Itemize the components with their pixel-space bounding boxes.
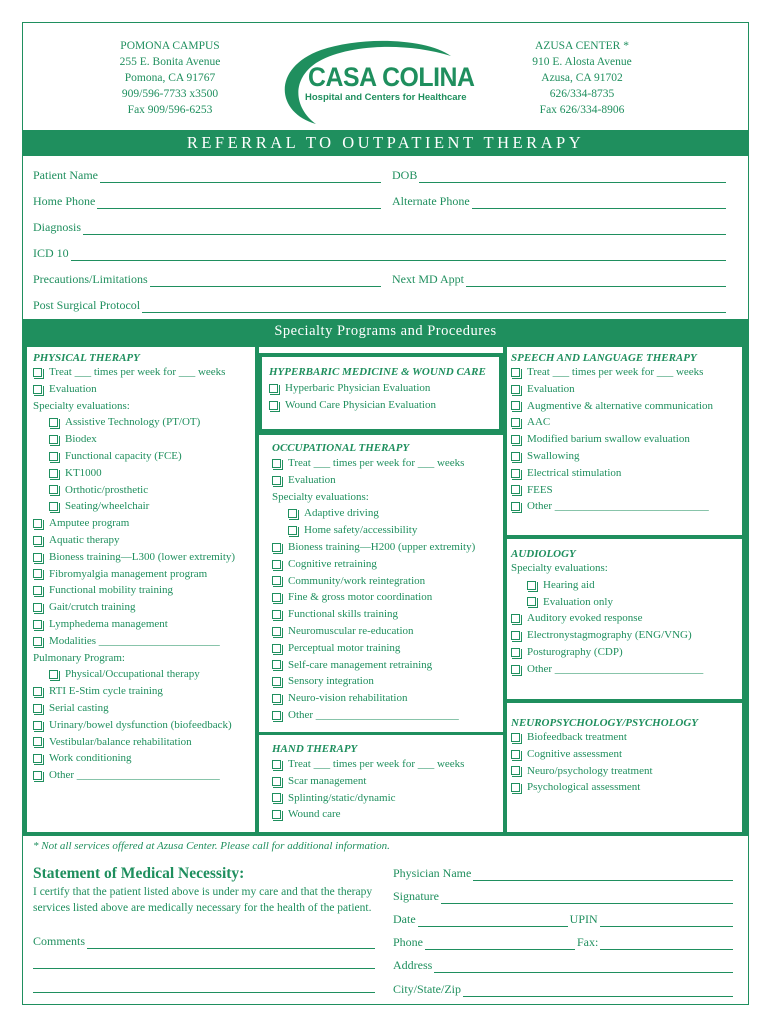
- checkbox-option[interactable]: [511, 661, 742, 678]
- option-group-label: [33, 650, 255, 667]
- checkbox-option[interactable]: [33, 582, 255, 599]
- checkbox-icon[interactable]: [511, 401, 520, 410]
- checkbox-option[interactable]: [33, 666, 255, 683]
- home-phone-field[interactable]: Home Phone: [33, 194, 381, 209]
- checkbox-option[interactable]: [511, 448, 742, 465]
- precautions-field[interactable]: Precautions/Limitations: [33, 272, 381, 287]
- checkbox-icon[interactable]: [269, 384, 278, 393]
- address-field[interactable]: Address: [393, 958, 733, 973]
- option-label: Swallowing: [527, 449, 580, 462]
- physical-therapy-title: PHYSICAL THERAPY: [33, 352, 140, 364]
- option-label: Other __________________________: [288, 708, 459, 721]
- checkbox-icon[interactable]: [272, 810, 281, 819]
- audiology-list: [511, 560, 742, 678]
- checkbox-option[interactable]: [33, 599, 255, 616]
- checkbox-icon[interactable]: [511, 750, 520, 759]
- option-label: AAC: [527, 416, 551, 429]
- option-label: Fine & gross motor coordination: [288, 591, 433, 604]
- option-label: Work conditioning: [49, 752, 132, 765]
- checkbox-option[interactable]: [511, 577, 742, 594]
- option-label: Neuro-vision rehabilitation: [288, 692, 408, 705]
- hyperbaric-list: [269, 380, 499, 414]
- option-label: Evaluation only: [543, 595, 613, 608]
- option-label: Functional mobility training: [49, 584, 174, 597]
- logo-subtitle: Hospital and Centers for Healthcare: [305, 92, 467, 103]
- neuropsychology-title: NEUROPSYCHOLOGY/PSYCHOLOGY: [511, 717, 698, 729]
- checkbox-option[interactable]: [33, 515, 255, 532]
- option-label: Bioness training—H200 (upper extremity): [288, 540, 476, 553]
- option-label: Other ____________________________: [527, 500, 709, 513]
- checkbox-option[interactable]: [269, 397, 499, 414]
- checkbox-option[interactable]: [272, 790, 502, 807]
- checkbox-icon[interactable]: [272, 476, 281, 485]
- neuropsychology-list: [511, 729, 742, 796]
- checkbox-icon[interactable]: [511, 614, 520, 623]
- checkbox-icon[interactable]: [272, 576, 281, 585]
- checkbox-icon[interactable]: [49, 502, 58, 511]
- option-label: Community/work reintegration: [288, 574, 426, 587]
- alternate-phone-field[interactable]: Alternate Phone: [392, 194, 726, 209]
- speech-language-title: SPEECH AND LANGUAGE THERAPY: [511, 352, 697, 364]
- checkbox-icon[interactable]: [511, 435, 520, 444]
- checkbox-option[interactable]: [511, 644, 742, 661]
- checkbox-option[interactable]: [272, 707, 502, 724]
- checkbox-option[interactable]: [272, 573, 502, 590]
- checkbox-option[interactable]: [33, 717, 255, 734]
- checkbox-icon[interactable]: [272, 644, 281, 653]
- neuropsychology-section: [507, 703, 742, 832]
- hyperbaric-section: [258, 353, 503, 433]
- checkbox-icon[interactable]: [49, 452, 58, 461]
- checkbox-icon[interactable]: [33, 754, 42, 763]
- checkbox-icon[interactable]: [527, 597, 536, 606]
- checkbox-icon[interactable]: [511, 783, 520, 792]
- checkbox-icon[interactable]: [511, 766, 520, 775]
- checkbox-option[interactable]: [511, 610, 742, 627]
- checkbox-icon[interactable]: [511, 631, 520, 640]
- option-label: Specialty evaluations:: [272, 490, 369, 503]
- checkbox-option[interactable]: [33, 532, 255, 549]
- statement-title: Statement of Medical Necessity:: [33, 865, 245, 882]
- checkbox-icon[interactable]: [272, 793, 281, 802]
- checkbox-option[interactable]: [33, 616, 255, 633]
- checkbox-option[interactable]: [33, 448, 255, 465]
- occupational-therapy-title: OCCUPATIONAL THERAPY: [272, 442, 410, 454]
- option-label: Home safety/accessibility: [304, 524, 418, 537]
- option-label: Bioness training—L300 (lower extremity): [49, 550, 236, 563]
- option-label: Functional skills training: [288, 608, 398, 621]
- option-group-label: [511, 560, 742, 577]
- checkbox-option[interactable]: [511, 729, 742, 746]
- divider: [259, 433, 503, 435]
- option-group-label: [33, 398, 255, 415]
- checkbox-option[interactable]: [511, 431, 742, 448]
- occupational-therapy-section: [262, 438, 502, 730]
- checkbox-option[interactable]: [272, 522, 502, 539]
- checkbox-icon[interactable]: [272, 760, 281, 769]
- option-label: FEES: [527, 483, 553, 496]
- checkbox-icon[interactable]: [33, 687, 42, 696]
- checkbox-icon[interactable]: [49, 435, 58, 444]
- option-label: Perceptual motor training: [288, 641, 401, 654]
- checkbox-option[interactable]: [33, 734, 255, 751]
- option-label: Treat ___ times per week for ___ weeks: [288, 457, 465, 469]
- checkbox-option[interactable]: [272, 589, 502, 606]
- hand-therapy-list: [272, 756, 502, 823]
- dob-field[interactable]: DOB: [392, 168, 726, 183]
- checkbox-icon[interactable]: [511, 485, 520, 494]
- checkbox-option[interactable]: [511, 364, 742, 381]
- option-label: Treat ___ times per week for ___ weeks: [527, 366, 704, 378]
- option-label: Specialty evaluations:: [33, 399, 130, 412]
- option-label: Electrical stimulation: [527, 466, 622, 479]
- diagnosis-field[interactable]: Diagnosis: [33, 220, 726, 235]
- checkbox-icon[interactable]: [272, 660, 281, 669]
- option-label: Fibromyalgia management program: [49, 567, 208, 580]
- checkbox-icon[interactable]: [33, 737, 42, 746]
- checkbox-icon[interactable]: [511, 502, 520, 511]
- hand-therapy-section: [262, 738, 502, 830]
- checkbox-icon[interactable]: [33, 569, 42, 578]
- divider: [259, 732, 503, 735]
- checkbox-icon[interactable]: [288, 526, 297, 535]
- checkbox-option[interactable]: [511, 627, 742, 644]
- hand-therapy-title: HAND THERAPY: [272, 743, 358, 755]
- checkbox-option[interactable]: [33, 700, 255, 717]
- checkbox-option[interactable]: [33, 549, 255, 566]
- option-label: Biodex: [65, 433, 97, 446]
- option-label: Orthotic/prosthetic: [65, 483, 149, 496]
- azusa-address: AZUSA CENTER * 910 E. Alosta Avenue Azusa, CA 91702 626/334-8735 Fax 626/334-8906: [532, 40, 632, 116]
- checkbox-icon[interactable]: [33, 637, 42, 646]
- option-label: Functional capacity (FCE): [65, 449, 182, 462]
- checkbox-option[interactable]: [33, 633, 255, 650]
- option-label: Serial casting: [49, 701, 109, 714]
- option-group-label: [272, 489, 502, 506]
- checkbox-icon[interactable]: [33, 721, 42, 730]
- checkbox-option[interactable]: [272, 773, 502, 790]
- checkbox-option[interactable]: [511, 779, 742, 796]
- signature-field[interactable]: Signature: [393, 889, 733, 904]
- option-label: Wound care: [288, 808, 341, 821]
- checkbox-option[interactable]: [33, 414, 255, 431]
- option-label: Physical/Occupational therapy: [65, 668, 200, 681]
- checkbox-icon[interactable]: [272, 711, 281, 720]
- option-label: Aquatic therapy: [49, 533, 120, 546]
- option-label: Other ___________________________: [527, 662, 704, 675]
- option-label: Seating/wheelchair: [65, 500, 150, 513]
- checkbox-icon[interactable]: [272, 459, 281, 468]
- checkbox-option[interactable]: [272, 673, 502, 690]
- checkbox-option[interactable]: [272, 606, 502, 623]
- checkbox-option[interactable]: [33, 750, 255, 767]
- checkbox-icon[interactable]: [33, 771, 42, 780]
- option-label: Scar management: [288, 774, 367, 787]
- checkbox-icon[interactable]: [49, 418, 58, 427]
- checkbox-icon[interactable]: [33, 586, 42, 595]
- checkbox-option[interactable]: [33, 364, 255, 381]
- checkbox-option[interactable]: [272, 640, 502, 657]
- option-label: RTI E-Stim cycle training: [49, 685, 163, 698]
- checkbox-icon[interactable]: [272, 777, 281, 786]
- icd10-field[interactable]: ICD 10: [33, 246, 726, 261]
- checkbox-icon[interactable]: [33, 368, 42, 377]
- checkbox-icon[interactable]: [511, 469, 520, 478]
- option-label: Assistive Technology (PT/OT): [65, 416, 201, 429]
- checkbox-option[interactable]: [33, 566, 255, 583]
- option-label: Biofeedback treatment: [527, 731, 627, 743]
- hyperbaric-title: HYPERBARIC MEDICINE & WOUND CARE: [269, 366, 486, 378]
- option-label: Splinting/static/dynamic: [288, 791, 396, 804]
- checkbox-icon[interactable]: [511, 733, 520, 742]
- checkbox-icon[interactable]: [49, 469, 58, 478]
- checkbox-option[interactable]: [511, 746, 742, 763]
- option-label: Neuromuscular re-education: [288, 624, 414, 637]
- option-label: Cognitive retraining: [288, 557, 377, 570]
- checkbox-icon[interactable]: [511, 368, 520, 377]
- checkbox-icon[interactable]: [288, 509, 297, 518]
- checkbox-option[interactable]: [511, 381, 742, 398]
- option-label: Evaluation: [527, 382, 575, 395]
- checkbox-option[interactable]: [33, 498, 255, 515]
- checkbox-option[interactable]: [272, 472, 502, 489]
- option-label: Evaluation: [49, 382, 97, 395]
- post-surgical-protocol-field[interactable]: Post Surgical Protocol: [33, 298, 726, 313]
- checkbox-option[interactable]: [272, 539, 502, 556]
- checkbox-icon[interactable]: [33, 536, 42, 545]
- speech-language-list: [511, 364, 742, 515]
- checkbox-option[interactable]: [511, 414, 742, 431]
- patient-name-field[interactable]: Patient Name: [33, 168, 381, 183]
- physical-therapy-list: [33, 364, 255, 784]
- checkbox-icon[interactable]: [272, 627, 281, 636]
- checkbox-icon[interactable]: [527, 581, 536, 590]
- option-label: Treat ___ times per week for ___ weeks: [49, 366, 226, 378]
- checkbox-icon[interactable]: [33, 519, 42, 528]
- checkbox-icon[interactable]: [272, 593, 281, 602]
- checkbox-option[interactable]: [511, 398, 742, 415]
- option-label: Posturography (CDP): [527, 645, 623, 658]
- option-label: Augmentive & alternative communication: [527, 399, 714, 412]
- checkbox-icon[interactable]: [272, 560, 281, 569]
- option-label: Electronystagmography (ENG/VNG): [527, 629, 692, 642]
- checkbox-option[interactable]: [272, 806, 502, 823]
- comments-line-2[interactable]: [33, 958, 375, 969]
- physical-therapy-section: [27, 347, 255, 832]
- checkbox-option[interactable]: [511, 465, 742, 482]
- speech-language-section: [507, 347, 742, 535]
- option-label: Modalities ______________________: [49, 634, 220, 647]
- option-label: Vestibular/balance rehabilitation: [49, 735, 192, 748]
- checkbox-icon[interactable]: [511, 665, 520, 674]
- checkbox-option[interactable]: [272, 505, 502, 522]
- option-label: Specialty evaluations:: [511, 562, 608, 574]
- checkbox-icon[interactable]: [272, 610, 281, 619]
- logo-name: CASA COLINA: [308, 62, 475, 92]
- option-label: Treat ___ times per week for ___ weeks: [288, 758, 465, 770]
- checkbox-option[interactable]: [511, 763, 742, 780]
- comments-line-3[interactable]: [33, 982, 375, 993]
- occupational-therapy-list: [272, 455, 502, 724]
- option-label: Modified barium swallow evaluation: [527, 433, 690, 446]
- option-label: KT1000: [65, 466, 102, 479]
- checkbox-option[interactable]: [272, 623, 502, 640]
- city-state-zip-field[interactable]: City/State/Zip: [393, 982, 733, 997]
- option-label: Amputee program: [49, 517, 130, 530]
- checkbox-option[interactable]: [33, 767, 255, 784]
- option-label: Urinary/bowel dysfunction (biofeedback): [49, 718, 232, 731]
- checkbox-icon[interactable]: [511, 648, 520, 657]
- checkbox-icon[interactable]: [511, 385, 520, 394]
- checkbox-icon[interactable]: [33, 620, 42, 629]
- comments-field[interactable]: Comments: [33, 934, 375, 949]
- form-title: REFERRAL TO OUTPATIENT THERAPY: [22, 130, 749, 156]
- checkbox-icon[interactable]: [511, 418, 520, 427]
- option-label: Psychological assessment: [527, 781, 641, 794]
- option-label: Sensory integration: [288, 675, 374, 688]
- option-label: Lymphedema management: [49, 617, 168, 630]
- checkbox-icon[interactable]: [33, 553, 42, 562]
- option-label: Neuro/psychology treatment: [527, 764, 653, 777]
- next-md-appt-field[interactable]: Next MD Appt: [392, 272, 726, 287]
- option-label: Hearing aid: [543, 578, 595, 591]
- option-label: Other __________________________: [49, 769, 220, 782]
- audiology-title: AUDIOLOGY: [511, 548, 576, 560]
- option-label: Gait/crutch training: [49, 601, 136, 614]
- checkbox-icon[interactable]: [272, 694, 281, 703]
- specialty-programs-header: Specialty Programs and Procedures: [22, 319, 749, 343]
- phone-fax-field[interactable]: Phone Fax:: [393, 935, 733, 950]
- checkbox-option[interactable]: [272, 657, 502, 674]
- option-label: Wound Care Physician Evaluation: [285, 398, 436, 411]
- option-label: Evaluation: [288, 473, 336, 486]
- pomona-address: POMONA CAMPUS 255 E. Bonita Avenue Pomona, CA 91767 909/596-7733 x3500 Fax 909/596-6253: [119, 40, 221, 116]
- checkbox-icon[interactable]: [511, 452, 520, 461]
- checkbox-icon[interactable]: [33, 704, 42, 713]
- checkbox-option[interactable]: [33, 381, 255, 398]
- checkbox-icon[interactable]: [33, 603, 42, 612]
- option-label: Hyperbaric Physician Evaluation: [285, 382, 431, 394]
- checkbox-icon[interactable]: [272, 543, 281, 552]
- checkbox-icon[interactable]: [272, 677, 281, 686]
- checkbox-icon[interactable]: [49, 485, 58, 494]
- checkbox-icon[interactable]: [33, 385, 42, 394]
- checkbox-option[interactable]: [33, 482, 255, 499]
- statement-body: I certify that the patient listed above is under my care and that the therapy services listed above are medically necessary for the health of the patient.: [33, 886, 373, 914]
- checkbox-option[interactable]: [33, 465, 255, 482]
- checkbox-icon[interactable]: [269, 401, 278, 410]
- physician-name-field[interactable]: Physician Name: [393, 866, 733, 881]
- checkbox-option[interactable]: [511, 498, 742, 515]
- checkbox-option[interactable]: [272, 455, 502, 472]
- azusa-note: * Not all services offered at Azusa Center. Please call for additional information.: [33, 840, 390, 852]
- checkbox-option[interactable]: [33, 431, 255, 448]
- date-upin-field[interactable]: Date UPIN: [393, 912, 733, 927]
- checkbox-option[interactable]: [33, 683, 255, 700]
- checkbox-option[interactable]: [511, 594, 742, 611]
- checkbox-option[interactable]: [269, 380, 499, 397]
- option-label: Auditory evoked response: [527, 612, 643, 625]
- audiology-section: [507, 539, 742, 699]
- option-label: Adaptive driving: [304, 507, 379, 520]
- option-label: Cognitive assessment: [527, 747, 623, 760]
- checkbox-option[interactable]: [272, 756, 502, 773]
- option-label: Pulmonary Program:: [33, 651, 125, 664]
- option-label: Self-care management retraining: [288, 658, 433, 671]
- checkbox-icon[interactable]: [49, 670, 58, 679]
- checkbox-option[interactable]: [511, 482, 742, 499]
- checkbox-option[interactable]: [272, 556, 502, 573]
- checkbox-option[interactable]: [272, 690, 502, 707]
